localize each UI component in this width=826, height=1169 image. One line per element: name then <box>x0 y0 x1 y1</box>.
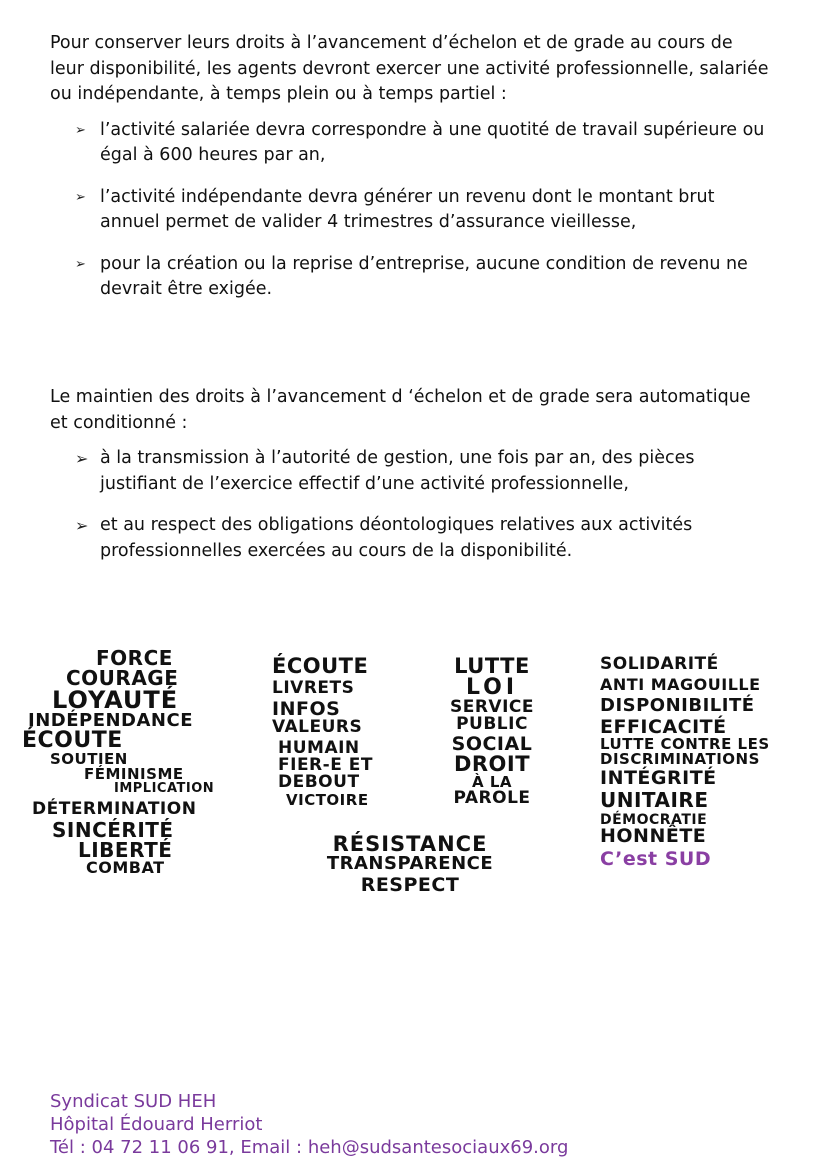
logo-word: LOYAUTÉ <box>52 686 179 714</box>
list-item: ➢ pour la création ou la reprise d’entreprise, aucune condition de revenu ne devrait être exigée. <box>75 253 748 299</box>
arrow-bullet-icon: ➢ <box>75 122 86 138</box>
logo-word: SINCÉRITÉ <box>52 818 174 842</box>
logo-word: ANTI MAGOUILLE <box>600 675 761 694</box>
logo-letter-d <box>600 656 770 869</box>
logo-word: INTÉGRITÉ <box>600 767 717 789</box>
logo-word: IMPLICATION <box>114 781 215 796</box>
logo-word: HONNÊTE <box>600 825 707 847</box>
logo-word: DROIT <box>453 752 531 776</box>
logo-word: INFOS <box>272 698 341 720</box>
footer-union-name: Syndicat SUD HEH <box>50 1091 217 1112</box>
logo-word: DÉMOCRATIE <box>600 812 708 828</box>
list-item: ➢ et au respect des obligations déontologiques relatives aux activités professionnelles exercées au cours de la disponibilité. <box>75 515 693 561</box>
logo-word: PUBLIC <box>456 714 528 734</box>
list-item: ➢ à la transmission à l’autorité de gestion, une fois par an, des pièces justifiant de l’exercice effectif d’une activité professionnelle, <box>75 448 695 494</box>
footer-contact-line: Tél : 04 72 11 06 91, Email : heh@sudsantesociaux69.org <box>50 1137 569 1158</box>
logo-word: INDÉPENDANCE <box>28 710 193 731</box>
logo-word: DISPONIBILITÉ <box>600 695 755 716</box>
conditions-list <box>50 446 770 564</box>
logo-word: LOI <box>465 675 519 700</box>
logo-word: SOUTIEN <box>50 750 128 768</box>
logo-word: SOCIAL <box>451 733 533 755</box>
logo-word: COURAGE <box>66 666 179 690</box>
arrow-bullet-icon: ➢ <box>75 516 89 535</box>
list-item: ➢ l’activité salariée devra correspondre à une quotité de travail supérieure ou égal à 600 heures par an, <box>75 119 765 165</box>
logo-word: EFFICACITÉ <box>600 716 727 738</box>
logo-letter-u-right <box>442 656 542 807</box>
logo-word: COMBAT <box>86 858 165 877</box>
logo-tagline: C’est SUD <box>600 848 712 870</box>
logo-word: SOLIDARITÉ <box>600 654 719 674</box>
logo-word: FIER-E ET <box>278 755 373 775</box>
logo-word: DISCRIMINATIONS <box>600 750 760 768</box>
logo-word: LUTTE CONTRE LES <box>600 735 770 753</box>
logo-word: LIVRETS <box>272 678 355 698</box>
logo-letter-u-bottom <box>290 834 530 895</box>
logo-word: FÉMINISME <box>84 765 184 783</box>
logo-word: PAROLE <box>453 788 531 808</box>
logo-word: RESPECT <box>360 874 460 896</box>
logo-word: ÉCOUTE <box>22 728 123 753</box>
logo-word: VICTOIRE <box>286 791 369 809</box>
logo-word: ÉCOUTE <box>272 654 369 678</box>
footer-hospital-name: Hôpital Édouard Herriot <box>50 1114 263 1135</box>
arrow-bullet-icon: ➢ <box>75 189 86 205</box>
conditions-list <box>50 118 770 303</box>
logo-word: DEBOUT <box>278 772 360 792</box>
intro-paragraph: Pour conserver leurs droits à l’avancement d’échelon et de grade au cours de leur disponibilité, les agents devront exercer une activité professionnelle, salariée ou indépendante, à temps plein ou à temps partiel : <box>50 33 769 104</box>
sud-word-logo <box>18 648 813 910</box>
logo-word: VALEURS <box>272 717 363 737</box>
logo-letter-u-left <box>272 656 373 808</box>
logo-word: RÉSISTANCE <box>332 832 488 856</box>
logo-word: UNITAIRE <box>600 788 709 812</box>
logo-letter-s <box>18 648 233 876</box>
logo-word: À LA <box>472 773 512 791</box>
logo-word: DÉTERMINATION <box>32 799 197 819</box>
logo-word: HUMAIN <box>278 738 360 758</box>
section-availability-conditions <box>50 31 770 319</box>
list-item: ➢ l’activité indépendante devra générer un revenu dont le montant brut annuel permet de valider 4 trimestres d’assurance vieillesse, <box>75 186 715 232</box>
logo-word: TRANSPARENCE <box>326 853 494 874</box>
logo-word: LIBERTÉ <box>78 838 173 862</box>
arrow-bullet-icon: ➢ <box>75 449 89 468</box>
logo-word: SERVICE <box>449 697 535 717</box>
intro-paragraph: Le maintien des droits à l’avancement d ‘échelon et de grade sera automatique et conditionné : <box>50 387 751 433</box>
arrow-bullet-icon: ➢ <box>75 256 86 272</box>
section-rights-maintenance <box>50 385 770 580</box>
logo-word: LUTTE <box>454 654 530 678</box>
footer-contact <box>50 1090 568 1159</box>
logo-word: FORCE <box>96 646 173 670</box>
